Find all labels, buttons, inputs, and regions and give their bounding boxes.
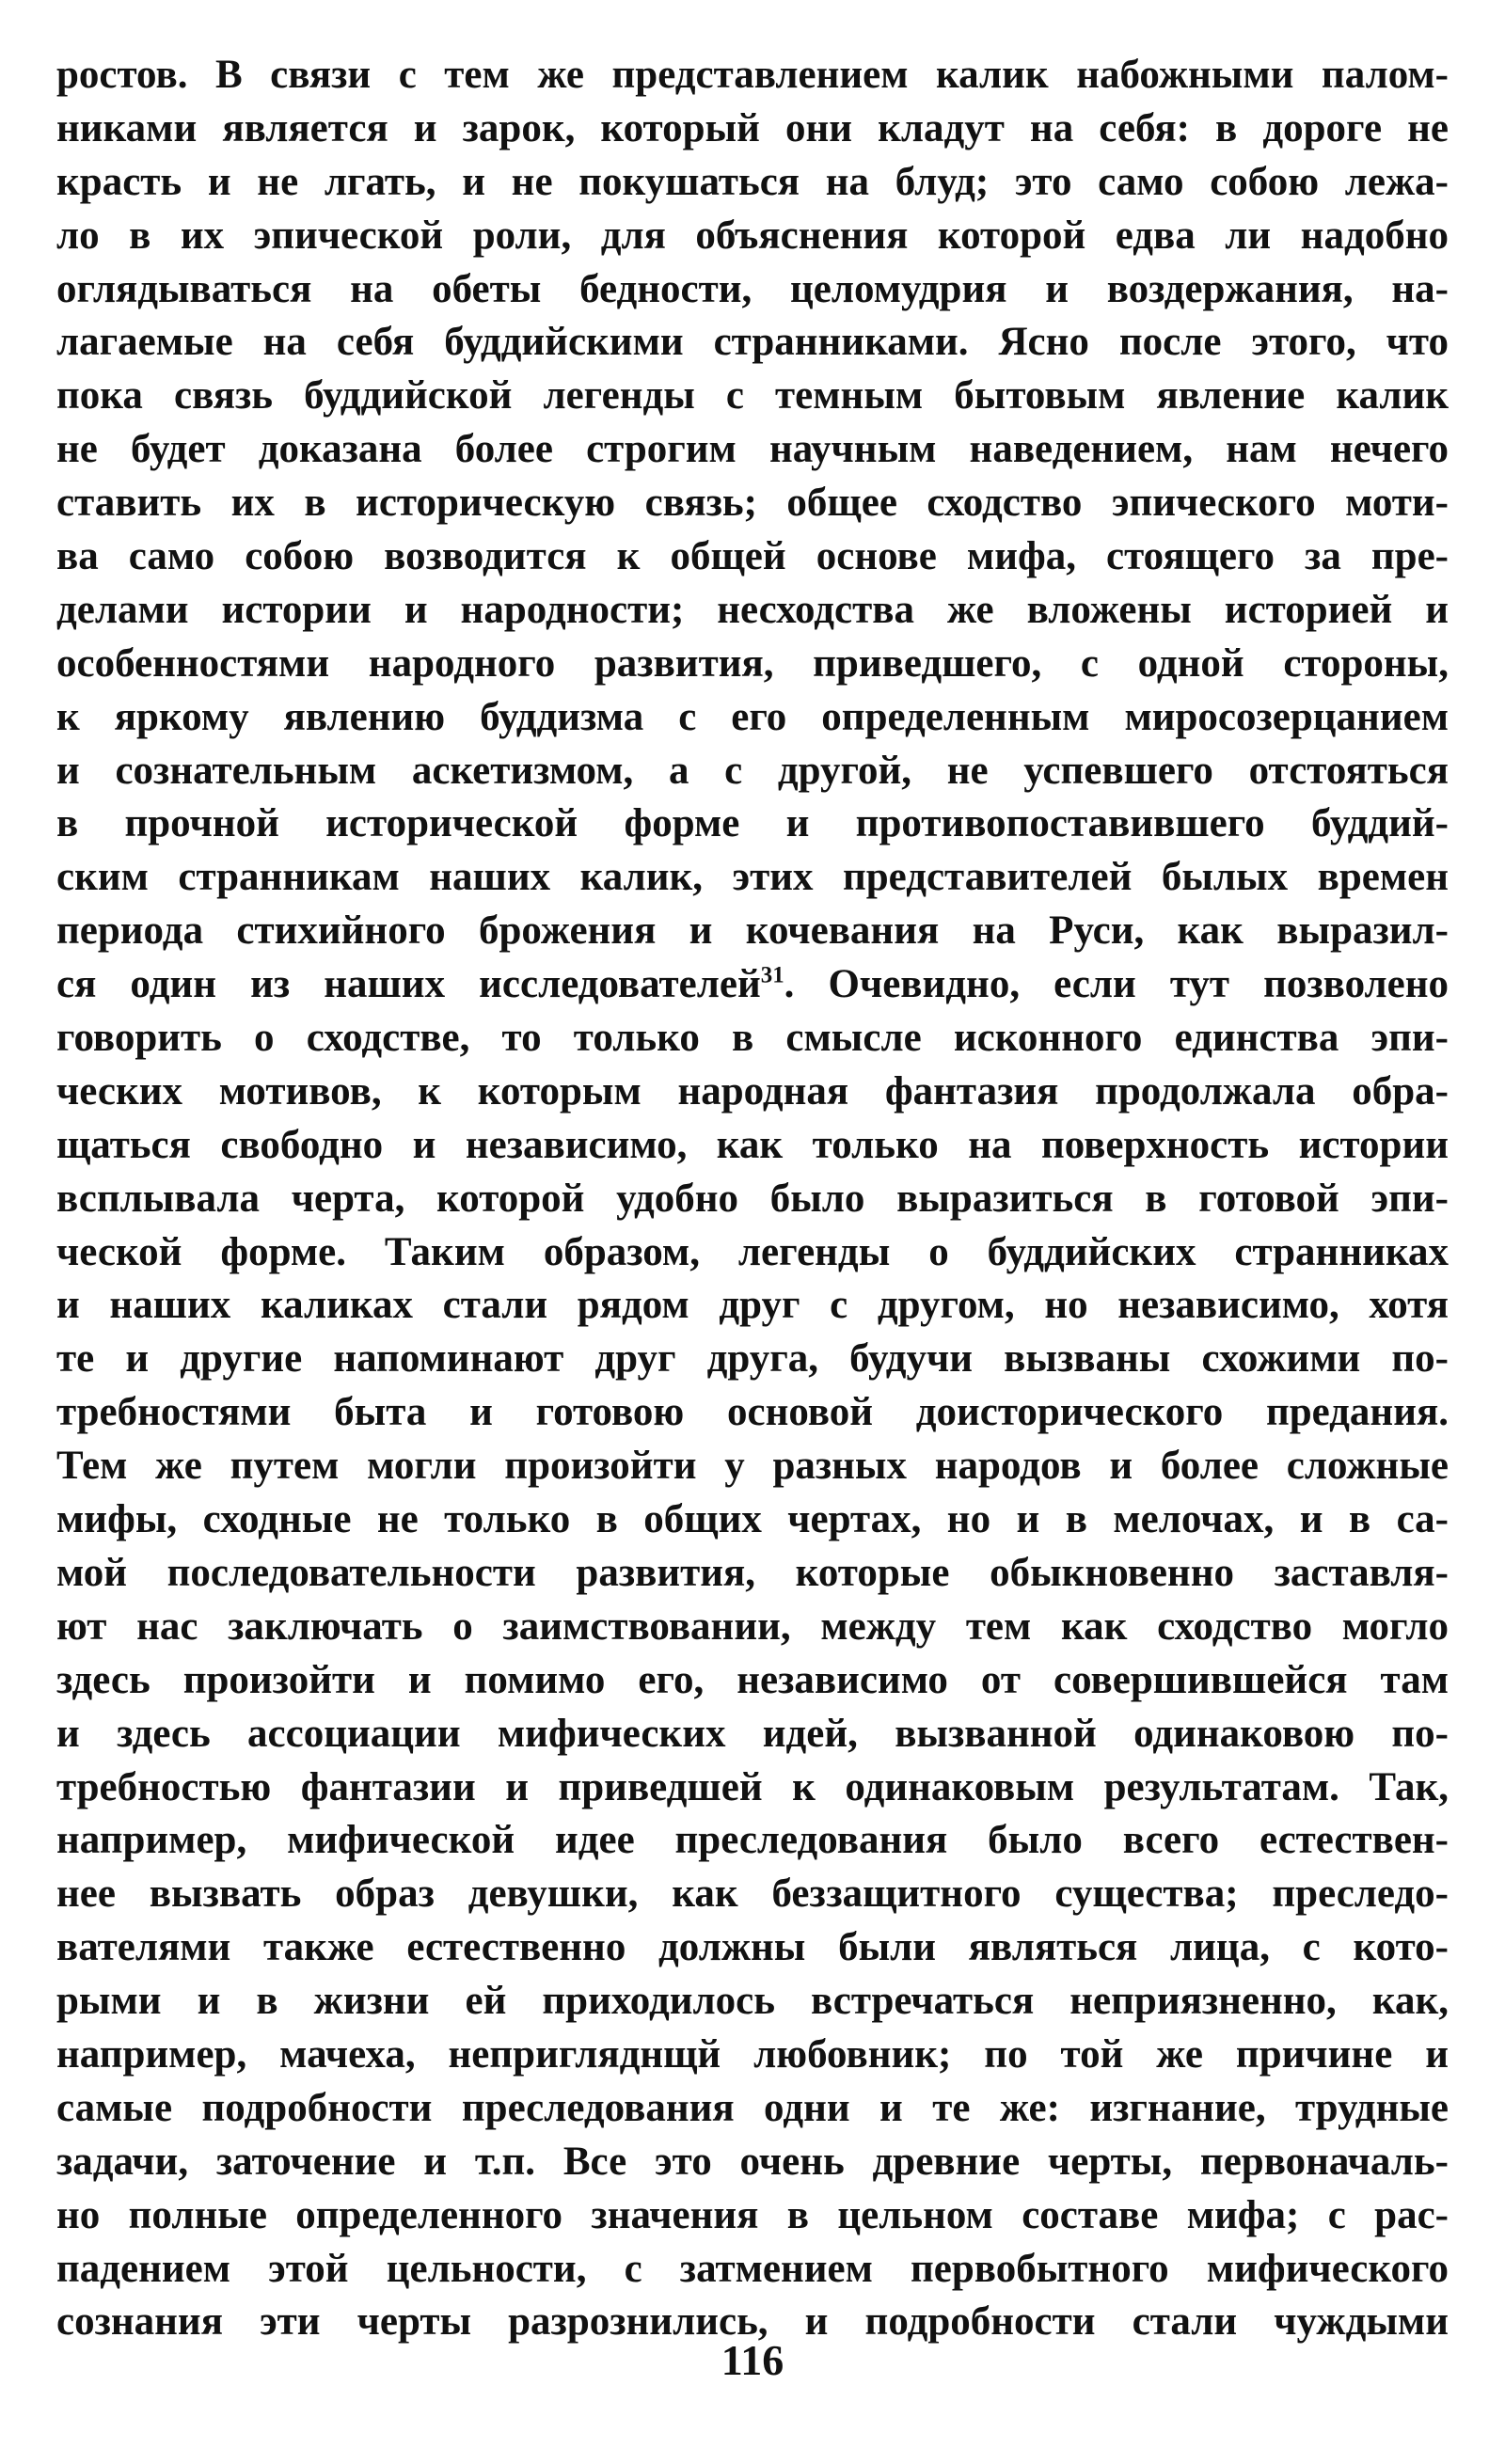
text-line: и сознательным аскетизмом, а с другой, не успевшего отстояться <box>56 748 1449 793</box>
text-line: рыми и в жизни ей приходилось встречаться неприязненно, как, <box>56 1979 1449 2024</box>
text-line: мой последовательности развития, которые обыкновенно заставля- <box>56 1550 1449 1595</box>
text-line: ским странникам наших калик, этих представителей былых времен <box>56 855 1449 900</box>
text-line: требностями быта и готовою основой доисторического предания. <box>56 1390 1449 1435</box>
text-line: говорить о сходстве, то только в смысле исконного единства эпи- <box>56 1016 1449 1061</box>
text-line: здесь произойти и помимо его, независимо от совершившейся там <box>56 1657 1449 1702</box>
text-line: Тем же путем могли произойти у разных народов и более сложные <box>56 1444 1449 1489</box>
text-line: ва само собою возводится к общей основе мифа, стоящего за пре- <box>56 534 1449 579</box>
text-line: требностью фантазии и приведшей к одинаковым результатам. Так, <box>56 1764 1449 1809</box>
text-line: сознания эти черты разрознились, и подробности стали чуждыми <box>56 2299 1449 2345</box>
text-line: особенностями народного развития, приведшего, с одной стороны, <box>56 640 1449 686</box>
body-text <box>56 49 1449 2349</box>
text-line: например, мифической идее преследования было всего естествен- <box>56 1818 1449 1863</box>
text-line: ческой форме. Таким образом, легенды о буддийских странниках <box>56 1229 1449 1274</box>
text-line: ростов. В связи с тем же представлением калик набожными палом- <box>56 53 1449 97</box>
text-line: мифы, сходные не только в общих чертах, но и в мелочах, и в са- <box>56 1497 1449 1542</box>
text-line: к яркому явлению буддизма с его определенным миросозерцанием <box>56 694 1449 739</box>
text-line: самые подробности преследования одни и те же: изгнание, трудные <box>56 2085 1449 2130</box>
text-line: ло в их эпической роли, для объяснения которой едва ли надобно <box>56 213 1449 258</box>
text-line: ют нас заключать о заимствовании, между тем как сходство могло <box>56 1603 1449 1649</box>
text-line: падением этой цельности, с затмением первобытного мифического <box>56 2246 1449 2291</box>
text-line-part: ся один из наших исследователей <box>56 962 761 1007</box>
text-line: щаться свободно и независимо, как только на поверхность истории <box>56 1122 1449 1167</box>
page-number: 116 <box>721 2336 784 2384</box>
text-line: не будет доказана более строгим научным наведением, нам нечего <box>56 427 1449 472</box>
text-line: вателями также естественно должны были являться лица, с кото- <box>56 1925 1449 1970</box>
text-line: никами является и зарок, который они кладут на себя: в дороге не <box>56 105 1449 150</box>
text-line: но полные определенного значения в цельном составе мифа; с рас- <box>56 2192 1449 2237</box>
text-line: нее вызвать образ девушки, как беззащитного существа; преследо- <box>56 1872 1449 1917</box>
text-line: например, мачеха, непригляднщй любовник; по той же причине и <box>56 2031 1449 2077</box>
text-line: ставить их в историческую связь; общее сходство эпического моти- <box>56 481 1449 526</box>
text-line: периода стихийного брожения и кочевания на Руси, как выразил- <box>56 908 1449 954</box>
footnote-reference[interactable]: 31 <box>760 962 784 988</box>
text-line-part: . Очевидно, если тут позволено <box>784 962 1449 1007</box>
text-line-with-footnote <box>56 958 1449 1012</box>
text-line: задачи, заточение и т.п. Все это очень древние черты, первоначаль- <box>56 2139 1449 2184</box>
text-line: всплывала черта, которой удобно было выразиться в готовой эпи- <box>56 1176 1449 1221</box>
text-line: в прочной исторической форме и противопоставившего буддий- <box>56 801 1449 846</box>
text-line: пока связь буддийской легенды с темным бытовым явление калик <box>56 373 1449 419</box>
text-line: делами истории и народности; несходства же вложены историей и <box>56 587 1449 632</box>
text-line: ческих мотивов, к которым народная фантазия продолжала обра- <box>56 1068 1449 1114</box>
text-line: и здесь ассоциации мифических идей, вызванной одинаковою по- <box>56 1711 1449 1756</box>
text-line: и наших каликах стали рядом друг с другом, но независимо, хотя <box>56 1283 1449 1328</box>
text-line: оглядываться на обеты бедности, целомудрия и воздержания, на- <box>56 266 1449 311</box>
text-line: красть и не лгать, и не покушаться на блуд; это само собою лежа- <box>56 159 1449 204</box>
text-line: лагаемые на себя буддийскими странниками. Ясно после этого, что <box>56 320 1449 365</box>
text-line: те и другие напоминают друг друга, будучи вызваны схожими по- <box>56 1336 1449 1382</box>
